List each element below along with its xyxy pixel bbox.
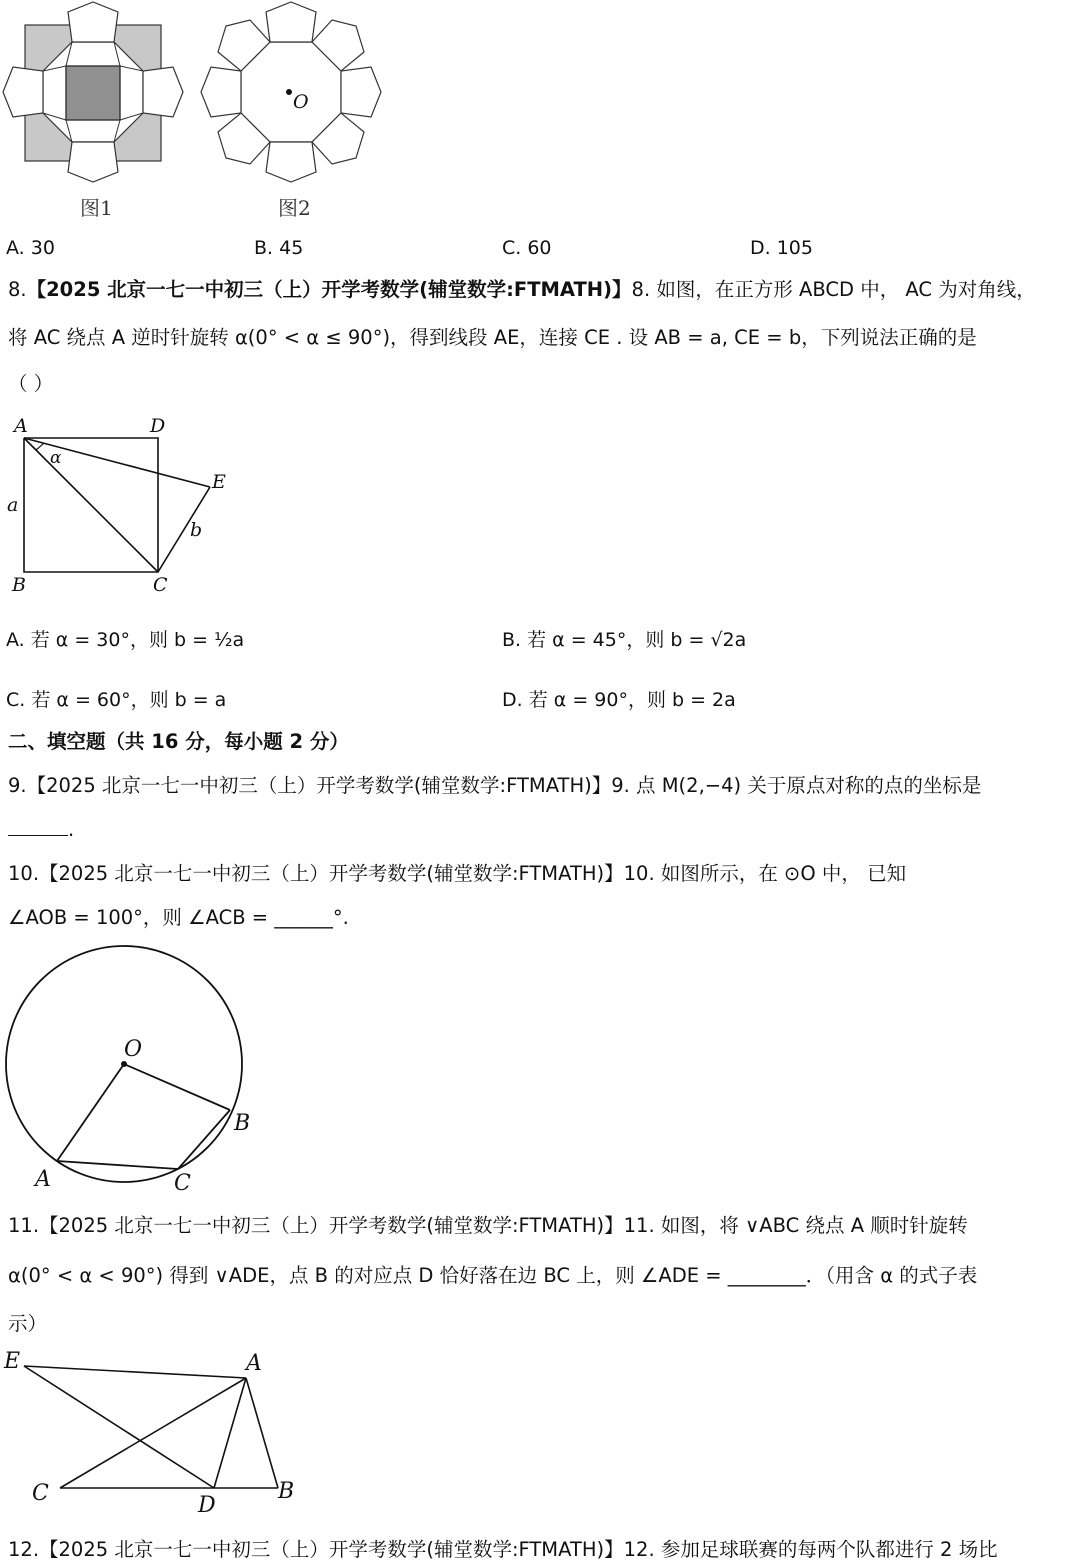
q10-circle-figure bbox=[0, 940, 270, 1200]
q11-label-C: C bbox=[32, 1481, 49, 1506]
q8-label-C: C bbox=[153, 574, 168, 596]
q9-answer-line bbox=[8, 816, 74, 844]
q11-label-A: A bbox=[246, 1351, 262, 1376]
q8-label-B: B bbox=[12, 574, 26, 596]
q8-label-D: D bbox=[150, 415, 166, 437]
q9-tail: . bbox=[68, 818, 75, 841]
q8-stem-line1: 8. 如图，在正方形 ABCD 中， AC 为对角线， bbox=[631, 278, 1036, 301]
figure-2-point-O: O bbox=[293, 91, 309, 113]
q8-label-a: a bbox=[7, 494, 19, 516]
q11-source-line: 11.【2025 北京一七一中初三（上）开学考数学(辅堂数学:FTMATH)】11. 如图，将 ∨ABC 绕点 A 顺时针旋转 bbox=[8, 1214, 968, 1237]
q7-option-d: D. 105 bbox=[750, 237, 813, 259]
q11-stem-line2: α(0° < α < 90°) 得到 ∨ADE，点 B 的对应点 D 恰好落在边 BC 上，则 ∠ADE = ________．（用含 α 的式子表 bbox=[8, 1264, 978, 1287]
q10-label-A: A bbox=[35, 1167, 51, 1192]
q11-stem-line3: 示） bbox=[8, 1312, 48, 1335]
q9-source-line: 9.【2025 北京一七一中初三（上）开学考数学(辅堂数学:FTMATH)】9. 点 M(2,−4) 关于原点对称的点的坐标是 bbox=[8, 774, 982, 797]
q8-label-alpha: α bbox=[50, 448, 62, 468]
q7-option-b: B. 45 bbox=[254, 237, 304, 259]
q7-option-c: C. 60 bbox=[502, 237, 552, 259]
q10-label-O: O bbox=[124, 1037, 143, 1062]
q11-label-B: B bbox=[278, 1479, 295, 1504]
q10-source-line: 10.【2025 北京一七一中初三（上）开学考数学(辅堂数学:FTMATH)】10. 如图所示，在 ⊙O 中， 已知 bbox=[8, 862, 907, 885]
q9-answer-blank[interactable] bbox=[8, 817, 68, 836]
q8-label-b: b bbox=[190, 519, 203, 541]
q8-number: 8. bbox=[8, 278, 27, 301]
section-2-heading: 二、填空题（共 16 分，每小题 2 分） bbox=[8, 730, 349, 753]
q8-option-b: B. 若 α = 45°，则 b = √2a bbox=[502, 629, 747, 651]
q8-source-line bbox=[8, 276, 1036, 304]
figure-2-caption: 图2 bbox=[278, 196, 311, 220]
q8-label-E: E bbox=[212, 471, 226, 493]
q8-option-c: C. 若 α = 60°，则 b = a bbox=[6, 689, 227, 711]
q8-stem-line3: （ ） bbox=[8, 372, 54, 395]
q11-triangle-figure bbox=[0, 1350, 310, 1530]
figure-1-tessellation bbox=[0, 0, 190, 190]
q8-stem-line2: 将 AC 绕点 A 逆时针旋转 α(0° < α ≤ 90°)，得到线段 AE，连接 CE . 设 AB = a, CE = b，下列说法正确的是 bbox=[8, 326, 977, 349]
q8-source: 【2025 北京一七一中初三（上）开学考数学(辅堂数学:FTMATH)】 bbox=[26, 278, 632, 301]
q11-label-E: E bbox=[4, 1349, 21, 1374]
q7-option-a: A. 30 bbox=[6, 237, 55, 259]
q10-label-B: B bbox=[234, 1111, 251, 1136]
q12-source-line: 12.【2025 北京一七一中初三（上）开学考数学(辅堂数学:FTMATH)】12. 参加足球联赛的每两个队都进行 2 场比 bbox=[8, 1538, 998, 1561]
q8-option-d: D. 若 α = 90°，则 b = 2a bbox=[502, 689, 736, 711]
q11-label-D: D bbox=[198, 1493, 216, 1518]
figure-1-caption: 图1 bbox=[80, 196, 113, 220]
q8-square-figure bbox=[0, 414, 240, 594]
q10-label-C: C bbox=[174, 1171, 191, 1196]
figure-2-tessellation bbox=[198, 0, 388, 190]
q10-stem-line2: ∠AOB = 100°，则 ∠ACB = ______°. bbox=[8, 906, 349, 929]
q8-label-A: A bbox=[14, 415, 28, 437]
q8-option-a: A. 若 α = 30°，则 b = ½a bbox=[6, 629, 245, 651]
